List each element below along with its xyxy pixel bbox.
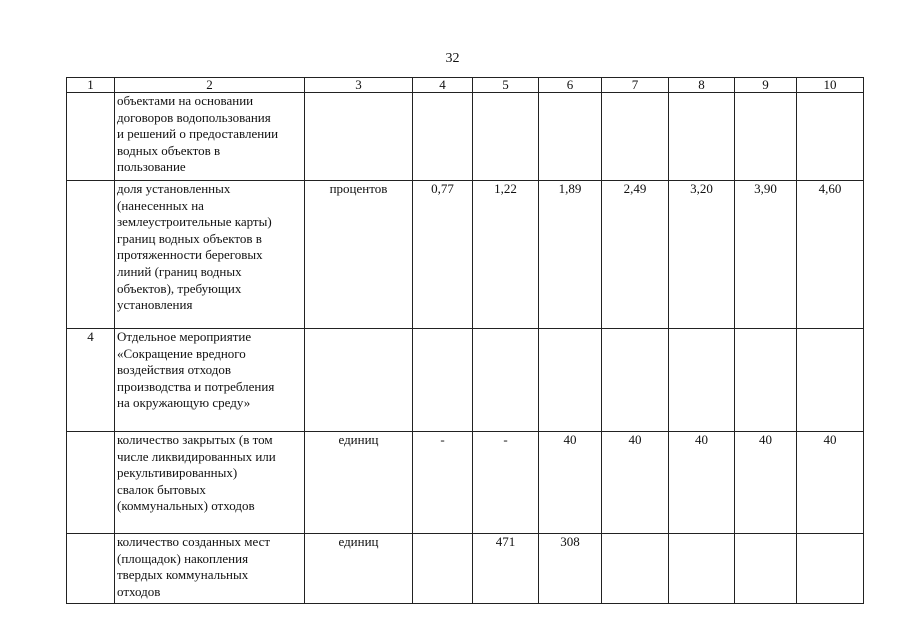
header-cell: 1 [67, 78, 115, 93]
indicator-line: землеустроительные карты) [117, 214, 272, 230]
indicator-line: линий (границ водных [117, 263, 242, 279]
indicator-line: установления [117, 297, 193, 313]
indicator-line: отходов [117, 583, 161, 599]
indicator-line: доля установленных [117, 181, 231, 196]
value-cell: 40 [602, 432, 669, 534]
value-cell [413, 534, 473, 604]
indicator-name [115, 329, 305, 432]
header-row [67, 78, 864, 93]
table-row [67, 432, 864, 534]
value-cell: 471 [473, 534, 539, 604]
header-cell: 9 [735, 78, 797, 93]
indicator-line: объектов), требующих [117, 280, 242, 296]
indicator-line: производства и потребления [117, 378, 275, 394]
indicator-line: пользование [117, 159, 186, 175]
header-cell: 6 [539, 78, 602, 93]
unit-cell [305, 329, 413, 432]
indicator-name [115, 432, 305, 534]
indicator-name [115, 93, 305, 181]
value-cell [413, 329, 473, 432]
value-cell [473, 93, 539, 181]
header-cell: 4 [413, 78, 473, 93]
value-cell [602, 93, 669, 181]
value-cell [669, 93, 735, 181]
value-cell: 2,49 [602, 181, 669, 329]
indicator-line: договоров водопользования [117, 109, 271, 125]
header-cell: 5 [473, 78, 539, 93]
header-cell: 7 [602, 78, 669, 93]
row-number [67, 93, 115, 181]
value-cell [413, 93, 473, 181]
value-cell: 1,89 [539, 181, 602, 329]
indicator-line: свалок бытовых [117, 481, 206, 497]
indicator-name [115, 534, 305, 604]
header-cell: 2 [115, 78, 305, 93]
value-cell: - [473, 432, 539, 534]
value-cell: 4,60 [797, 181, 864, 329]
value-cell [797, 329, 864, 432]
value-cell: 0,77 [413, 181, 473, 329]
table-row [67, 93, 864, 181]
unit-cell: единиц [305, 534, 413, 604]
value-cell: 40 [539, 432, 602, 534]
indicator-line: твердых коммунальных [117, 567, 249, 583]
unit-cell: единиц [305, 432, 413, 534]
value-cell: 3,20 [669, 181, 735, 329]
unit-cell: процентов [305, 181, 413, 329]
indicator-line: количество созданных мест [117, 534, 271, 549]
row-number [67, 534, 115, 604]
row-number [67, 432, 115, 534]
data-table [66, 77, 864, 604]
value-cell [602, 534, 669, 604]
value-cell [473, 329, 539, 432]
value-cell [797, 93, 864, 181]
value-cell: 308 [539, 534, 602, 604]
indicator-line: объектами на основании [117, 93, 254, 108]
header-cell: 3 [305, 78, 413, 93]
value-cell [669, 534, 735, 604]
value-cell: 40 [797, 432, 864, 534]
value-cell [602, 329, 669, 432]
indicator-line: воздействия отходов [117, 362, 231, 378]
indicator-line: протяженности береговых [117, 247, 263, 263]
value-cell [539, 329, 602, 432]
value-cell: 3,90 [735, 181, 797, 329]
table-row [67, 534, 864, 604]
indicator-line: (коммунальных) отходов [117, 498, 255, 514]
indicator-line: рекультивированных) [117, 465, 238, 481]
indicator-name [115, 181, 305, 329]
indicator-line: (нанесенных на [117, 197, 204, 213]
value-cell [735, 93, 797, 181]
indicator-line: Отдельное мероприятие [117, 329, 252, 344]
value-cell: 40 [735, 432, 797, 534]
indicator-line: на окружающую среду» [117, 395, 251, 411]
indicator-line: количество закрытых (в том [117, 432, 273, 447]
value-cell [735, 534, 797, 604]
value-cell: 1,22 [473, 181, 539, 329]
unit-cell [305, 93, 413, 181]
value-cell [735, 329, 797, 432]
value-cell [539, 93, 602, 181]
row-number [67, 181, 115, 329]
indicator-line: водных объектов в [117, 142, 221, 158]
indicator-line: и решений о предоставлении [117, 126, 279, 142]
value-cell: 40 [669, 432, 735, 534]
indicator-line: «Сокращение вредного [117, 345, 246, 361]
value-cell [797, 534, 864, 604]
value-cell: - [413, 432, 473, 534]
value-cell [669, 329, 735, 432]
header-cell: 10 [797, 78, 864, 93]
page-number: 32 [445, 51, 460, 66]
header-cell: 8 [669, 78, 735, 93]
indicator-line: числе ликвидированных или [117, 448, 276, 464]
table-row [67, 181, 864, 329]
indicator-line: (площадок) накопления [117, 550, 249, 566]
row-number: 4 [67, 329, 115, 432]
indicator-line: границ водных объектов в [117, 230, 262, 246]
table-row [67, 329, 864, 432]
